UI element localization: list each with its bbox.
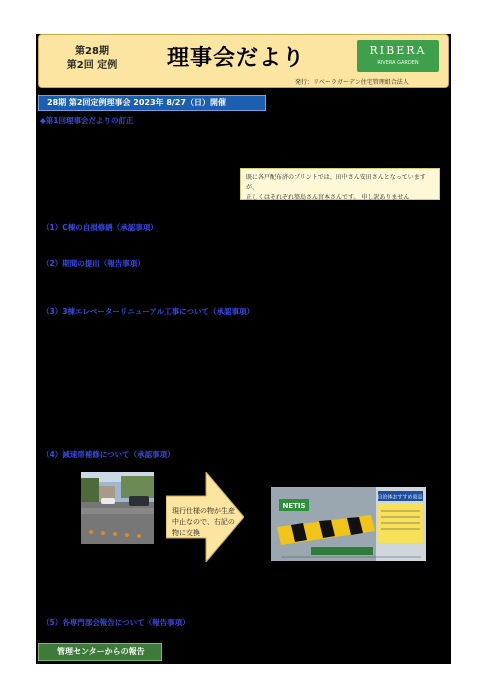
newsletter-header xyxy=(38,34,449,88)
issue-number: 第28期 xyxy=(75,46,109,57)
correction-note-line2: 正しくはそれぞれ築島さん宮本さんです。 申し訳ありません xyxy=(246,194,410,201)
speed-bump-photo xyxy=(81,472,154,544)
correction-note-line1: 既に各戸配布済のプリントでは、田中さん安田さんとなっていますが、 xyxy=(246,174,426,191)
correction-heading: ◆第1回理事会だよりの訂正 xyxy=(40,116,134,125)
meeting-date-banner: 28期 第2回定例理事会 2023年 8/27（日）開催 xyxy=(38,95,266,111)
newsletter-body xyxy=(36,34,451,664)
replacement-callout-text: 現行仕様の物が生産中止なので、右記の物に交換 xyxy=(172,507,235,537)
product-graphic xyxy=(271,487,426,561)
section-3-heading: （3）3棟エレベーターリニューアル工事について（承認事項） xyxy=(42,307,254,316)
section-5-heading: （5）各専門部会報告について（報告事項） xyxy=(42,618,190,627)
section-2-heading: （2）期間の提出（報告事項） xyxy=(42,259,145,268)
ribera-logo xyxy=(357,40,439,72)
logo-subtext: RIVERA GARDEN xyxy=(377,60,419,66)
issue-label xyxy=(57,45,127,73)
correction-note xyxy=(240,168,440,200)
management-center-report-banner: 管理センターからの報告 xyxy=(38,643,162,661)
section-1-heading: （1）C棟の自損修繕（承認事項） xyxy=(42,223,158,232)
recommended-badge: 自治体おすすめ商品 xyxy=(377,494,423,501)
parking-lot-image xyxy=(81,472,154,544)
section-4-heading: （4）減速帯補修について（承認事項） xyxy=(42,450,175,459)
issue-meeting: 第2回 定例 xyxy=(66,60,118,71)
publisher-line: 発行：リベーラガーデン住宅管理組合法人 xyxy=(295,79,409,86)
newsletter-title: 理事会だより xyxy=(167,46,306,71)
logo-text: RIBERA xyxy=(369,44,427,57)
speed-bump-product-image xyxy=(271,487,426,561)
netis-label: NETIS xyxy=(282,502,306,510)
